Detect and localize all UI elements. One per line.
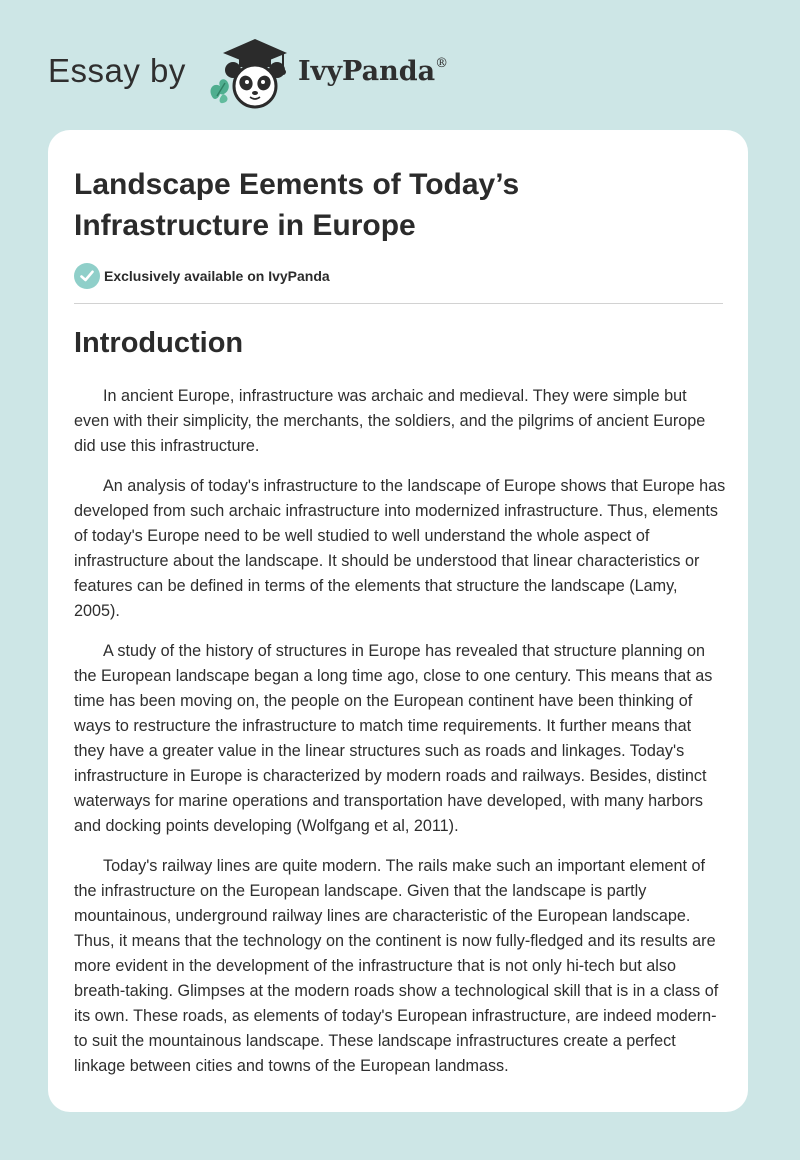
- panda-graduate-icon: [203, 36, 293, 110]
- check-circle-icon: [74, 263, 100, 289]
- paragraph: A study of the history of structures in Europe has revealed that structure planning on the European landscape began a long time ago, close to one century. This means that as time has been moving on, the people on the European continent have been thinking of ways to restructure the infrastructure to match time requirements. It further means that they have a greater value in the linear structures such as roads and linkages. Today's infrastructure in Europe is characterized by modern roads and railways. Besides, distinct waterways for marine operations and transportation have developed, with many harbors and docking points developing (Wolfgang et al, 2011).: [74, 642, 713, 835]
- paragraph: An analysis of today's infrastructure to the landscape of Europe shows that Europe has developed from such archaic infrastructure into modernized infrastructure. Thus, elements of today's Europe need to be well studied to well understand the whole aspect of infrastructure about the landscape. It should be understood that linear characteristics or features can be defined in terms of the elements that structure the landscape (Lamy, 2005).: [74, 477, 726, 620]
- article-title: Landscape Eements of Today’s Infrastructure in Europe: [74, 168, 520, 242]
- paragraph: In ancient Europe, infrastructure was archaic and medieval. They were simple but even with their simplicity, the merchants, the soldiers, and the pilgrims of ancient Europe did use this infrastructure.: [74, 387, 706, 455]
- brand-name: IvyPanda®: [298, 56, 449, 87]
- divider: [74, 303, 723, 304]
- section-heading: Introduction: [74, 327, 244, 359]
- article-body: [74, 384, 726, 1094]
- registered-mark: ®: [435, 56, 449, 71]
- paragraph: Today's railway lines are quite modern. The rails make such an important element of the infrastructure on the European landscape. Given that the landscape is partly mountainous, underground railway lines are characteristic of the European landscape. Thus, it means that the technology on the continent is now fully-fledged and its results are more evident in the development of the infrastructure that is not only hi-tech but also breath-taking. Glimpses at the modern roads show a technological skill that is in a class of its own. These roads, as elements of today's European infrastructure, are indeed modern- to suit the mountainous landscape. These landscape infrastructures create a perfect linkage between cities and towns of the European landmass.: [74, 857, 719, 1075]
- essay-by-label: Essay by: [48, 52, 186, 89]
- article-card: [48, 130, 748, 1112]
- exclusive-badge-text: Exclusively available on IvyPanda: [104, 268, 330, 284]
